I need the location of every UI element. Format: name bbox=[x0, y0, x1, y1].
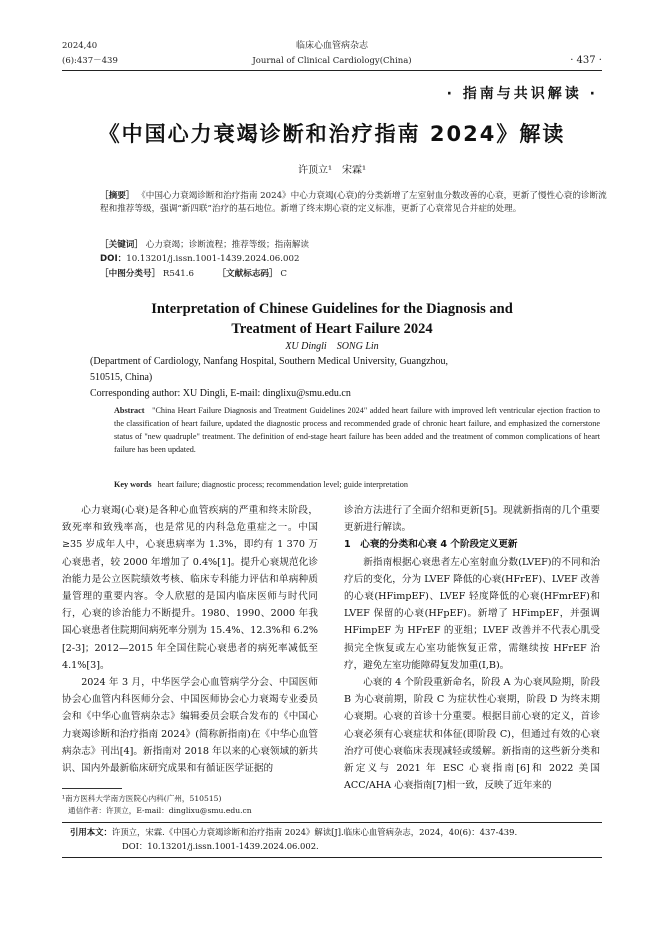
citation-line2: DOI：10.13201/j.issn.1001-1439.2024.06.002. bbox=[122, 841, 319, 851]
body-right-column bbox=[344, 502, 600, 794]
title-en-line2: Treatment of Heart Failure 2024 bbox=[231, 321, 433, 337]
header-journal-en: Journal of Clinical Cardiology(China) bbox=[252, 56, 412, 66]
keywords-cn bbox=[100, 239, 608, 252]
header-issue-pages: (6):437－439 bbox=[62, 56, 118, 66]
footnote-rule bbox=[62, 788, 122, 789]
citation-line1: 许顶立，宋霖.《中国心力衰竭诊断和治疗指南 2024》解读[J].临床心血管病杂志，2024，40(6)：437-439. bbox=[111, 827, 518, 837]
doc-code-value: C bbox=[280, 269, 287, 279]
abstract-cn-text: 《中国心力衰竭诊断和治疗指南 2024》中心力衰竭(心衰)的分类新增了左室射血分数改善的心衰，更新了慢性心衰的诊断流程和推荐等级，强调“新四联”治疗的基石地位。新增了终末期心衰的定义标准，更新了心衰常见合并症的处理。 bbox=[100, 191, 607, 214]
keywords-cn-label: ［关键词］ bbox=[100, 240, 143, 250]
clc-label: ［中图分类号］ bbox=[100, 269, 161, 279]
doi-value: 10.13201/j.issn.1001-1439.2024.06.002 bbox=[126, 254, 300, 264]
abstract-cn bbox=[100, 190, 608, 216]
classification-line bbox=[100, 268, 608, 281]
title-en bbox=[62, 299, 602, 339]
body-paragraph: 2024 年 3 月，中华医学会心血管病学分会、中国医师协会心血管内科医师分会、中国医师协会心力衰竭专业委员会和《中华心血管病杂志》编辑委员会联合发布的《中国心力衰竭诊断和治疗指南 2024》(简称新指南)在《中华心血管病杂志》刊出[4]。新指南对 2018 年以来的心衰领域的新共识、国内外最新临床研究成果和有循证医学证据的 bbox=[62, 677, 318, 775]
abstract-en-text: "China Heart Failure Diagnosis and Treatment Guidelines 2024" added heart failure with improved left ventricular ejection fraction to the classification of heart failure, updated the diagnostic process and recommended grade of chronic heart failure, and emphasized the cornerstone status of "new quadruple" treatment. The definition of end-stage heart failure has been added and the treatment of common complications of heart failure has been updated. bbox=[114, 406, 601, 454]
authors-cn: 许顶立¹ 宋霖¹ bbox=[297, 165, 367, 176]
body-paragraph: 新指南根据心衰患者左心室射血分数(LVEF)的不同和治疗后的变化，分为 LVEF 降低的心衰(HFrEF)、LVEF 改善的心衰(HFimpEF)、LVEF 轻度降低的心衰(HFmrEF)和 LVEF 保留的心衰(HFpEF)。新增了 HFimpEF，并强调 HFimpEF 为 HFrEF 的亚组；LVEF 改善并不代表心肌受损完全恢复或左心室功能恢复正常，需继续按 HFrEF 治疗，避免左室功能障碍复发加重(Ⅰ,B)。 bbox=[344, 556, 600, 671]
body-left-column bbox=[62, 502, 318, 777]
corresponding-author: Corresponding author: XU Dingli, E-mail: dinglixu@smu.edu.cn bbox=[90, 388, 351, 399]
footnote-contact: 通信作者：许顶立，E-mail：dinglixu@smu.edu.cn bbox=[68, 806, 252, 815]
doi-line bbox=[100, 253, 608, 266]
affiliation-en-line2: 510515, China) bbox=[90, 372, 153, 383]
keywords-en bbox=[114, 478, 600, 491]
body-paragraph: 心衰的 4 个阶段重新命名，阶段 A 为心衰风险期，阶段 B 为心衰前期，阶段 C 为症状性心衰期，阶段 D 为终末期心衰期。心衰的首诊十分重要。根据目前心衰的定义，首诊心衰必须有心衰症状和体征(即阶段 C)，但通过有效的心衰治疗可使心衰临床表现减轻或缓解。新指南的这些新分类和新定义与 2021 年 ESC 心衰指南[6]和 2022 美国 ACC/AHA 心衰指南[7]相一致，反映了近年来的 bbox=[344, 677, 600, 792]
section-tag: · 指南与共识解读 · bbox=[446, 86, 598, 102]
header-rule bbox=[62, 70, 602, 71]
doc-code-label: ［文献标志码］ bbox=[217, 269, 278, 279]
abstract-en-label: Abstract bbox=[114, 406, 145, 415]
citation-label: 引用本文： bbox=[70, 827, 112, 837]
body-paragraph: 心力衰竭(心衰)是各种心血管疾病的严重和终末阶段，致死率和致残率高，也是常见的内科急危重症之一。中国≥35 岁成年人中，心衰患病率为 1.3%，即约有 1 370 万心衰患者，较 2000 年增加了 0.4%[1]。提升心衰规范化诊治能力是公立医院绩效考核、临床专科能力评估和单病种质量管理的重要内容。令人欣慰的是国内临床医师与时代同行，心衰的诊治能力不断提升。1980、1990、2000 年我国心衰患者住院期间病死率分别为 15.4%、12.3%和 6.2%[2-3]；2012—2015 年全国住院心衰患者的病死率减低至 4.1%[3]。 bbox=[62, 505, 318, 671]
affiliation-en-line1: (Department of Cardiology, Nanfang Hospital, Southern Medical University, Guangzhou, bbox=[90, 356, 449, 367]
abstract-en bbox=[114, 404, 600, 456]
footnote-affiliation: ¹南方医科大学南方医院心内科(广州，510515) bbox=[62, 794, 222, 803]
abstract-cn-label: ［摘要］ bbox=[100, 191, 135, 201]
citation-box bbox=[62, 822, 602, 858]
section-heading: 1 心衰的分类和心衰 4 个阶段定义更新 bbox=[344, 539, 518, 551]
keywords-en-text: heart failure; diagnostic process; recommendation level; guide interpretation bbox=[157, 480, 408, 489]
title-cn: 《中国心力衰竭诊断和治疗指南 2024》解读 bbox=[98, 122, 566, 146]
authors-en: XU Dingli SONG Lin bbox=[285, 341, 379, 352]
doi-label: DOI： bbox=[100, 254, 127, 264]
header-year-vol: 2024,40 bbox=[62, 41, 98, 51]
header-journal-cn: 临床心血管病杂志 bbox=[295, 41, 368, 51]
clc-value: R541.6 bbox=[162, 269, 194, 279]
keywords-en-label: Key words bbox=[114, 480, 152, 489]
keywords-cn-text: 心力衰竭；诊断流程；推荐等级；指南解读 bbox=[145, 240, 310, 250]
page-number: · 437 · bbox=[570, 55, 602, 66]
title-en-line1: Interpretation of Chinese Guidelines for the Diagnosis and bbox=[151, 301, 513, 317]
body-paragraph: 诊治方法进行了全面介绍和更新[5]。现就新指南的几个重要更新进行解读。 bbox=[344, 505, 600, 534]
